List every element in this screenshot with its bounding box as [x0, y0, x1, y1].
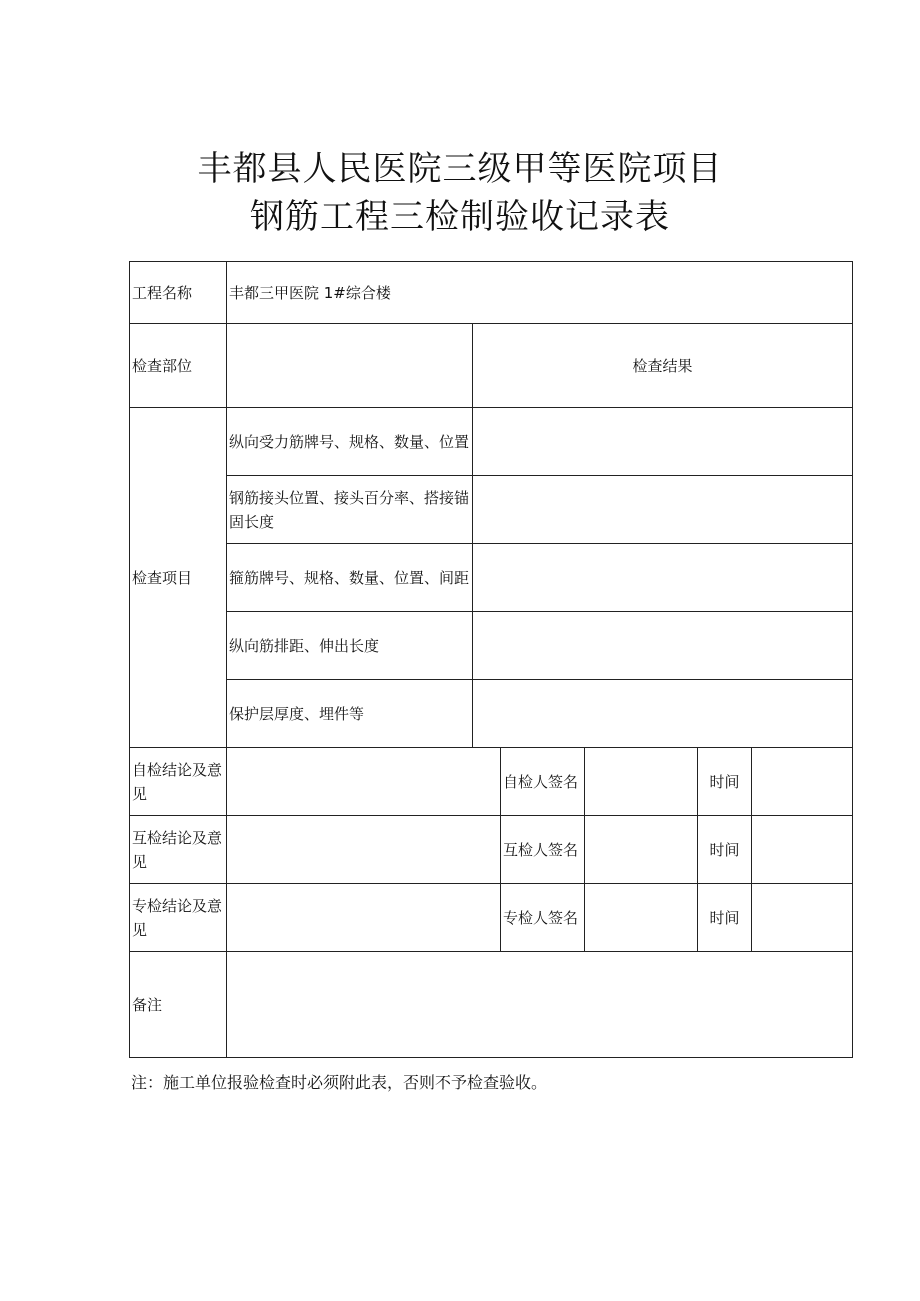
remarks-label: 备注: [130, 952, 227, 1058]
inspection-item: 纵向受力筋牌号、规格、数量、位置: [227, 408, 473, 476]
inspection-item-row: [130, 612, 853, 680]
project-name-value[interactable]: 丰都三甲医院 1#综合楼: [227, 262, 853, 324]
self-check-label: 自检结论及意见: [130, 748, 227, 816]
inspection-record-table: [129, 261, 853, 1058]
inspection-item-result[interactable]: [473, 544, 853, 612]
inspection-item-row: [130, 408, 853, 476]
footer-note: 注：施工单位报验检查时必须附此表，否则不予检查验收。: [131, 1073, 548, 1092]
mutual-check-opinion[interactable]: [227, 816, 501, 884]
project-name-row: [130, 262, 853, 324]
inspection-result-header: 检查结果: [473, 324, 853, 408]
document-title-line-1: 丰都县人民医院三级甲等医院项目: [197, 149, 723, 189]
mutual-check-signature[interactable]: [585, 816, 698, 884]
inspection-item: 保护层厚度、埋件等: [227, 680, 473, 748]
special-check-time-label: 时间: [698, 884, 752, 952]
mutual-check-label: 互检结论及意见: [130, 816, 227, 884]
project-name-label: 工程名称: [130, 262, 227, 324]
self-check-time-label: 时间: [698, 748, 752, 816]
self-check-time-value[interactable]: [752, 748, 853, 816]
inspection-item-result[interactable]: [473, 408, 853, 476]
mutual-check-time-value[interactable]: [752, 816, 853, 884]
mutual-check-row: [130, 816, 853, 884]
inspection-location-value[interactable]: [227, 324, 473, 408]
inspection-item-row: [130, 476, 853, 544]
remarks-value[interactable]: [227, 952, 853, 1058]
inspection-item-result[interactable]: [473, 680, 853, 748]
self-check-row: [130, 748, 853, 816]
inspection-items-label: 检查项目: [130, 408, 227, 748]
self-check-opinion[interactable]: [227, 748, 501, 816]
inspection-item-row: [130, 680, 853, 748]
self-check-signature[interactable]: [585, 748, 698, 816]
mutual-check-signer-label: 互检人签名: [501, 816, 585, 884]
remarks-row: [130, 952, 853, 1058]
special-check-label: 专检结论及意见: [130, 884, 227, 952]
inspection-item-result[interactable]: [473, 476, 853, 544]
inspection-location-row: [130, 324, 853, 408]
special-check-time-value[interactable]: [752, 884, 853, 952]
special-check-opinion[interactable]: [227, 884, 501, 952]
document-title-line-2: 钢筋工程三检制验收记录表: [250, 197, 670, 237]
inspection-item-result[interactable]: [473, 612, 853, 680]
special-check-row: [130, 884, 853, 952]
inspection-location-label: 检查部位: [130, 324, 227, 408]
self-check-signer-label: 自检人签名: [501, 748, 585, 816]
inspection-item: 箍筋牌号、规格、数量、位置、间距: [227, 544, 473, 612]
special-check-signer-label: 专检人签名: [501, 884, 585, 952]
inspection-item: 钢筋接头位置、接头百分率、搭接锚固长度: [227, 476, 473, 544]
mutual-check-time-label: 时间: [698, 816, 752, 884]
inspection-item: 纵向筋排距、伸出长度: [227, 612, 473, 680]
special-check-signature[interactable]: [585, 884, 698, 952]
inspection-item-row: [130, 544, 853, 612]
